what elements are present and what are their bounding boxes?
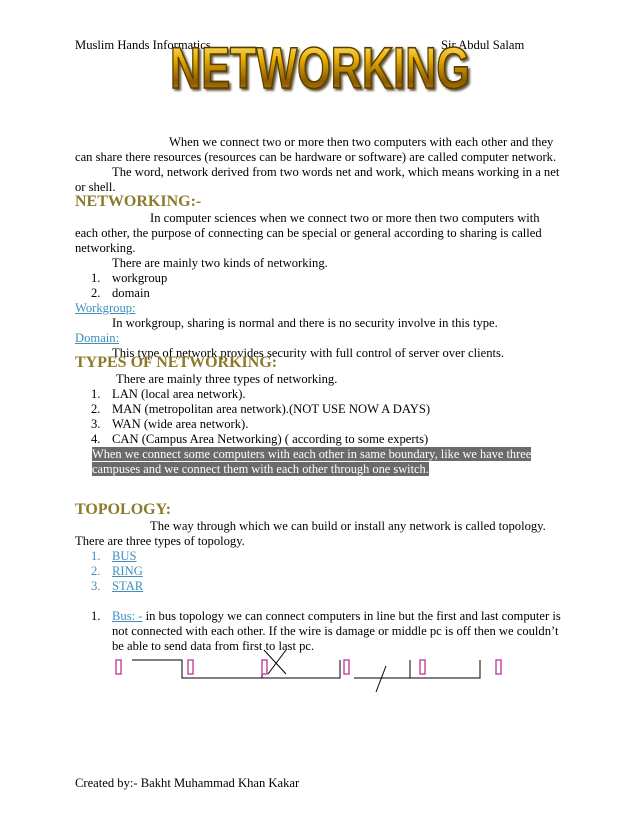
list-item[interactable] (75, 564, 561, 579)
list-item (75, 271, 561, 286)
list-number: 2. (91, 564, 101, 578)
domain-text: This type of network provides security with full control of server over clients. (112, 346, 505, 360)
pc-icon (420, 660, 425, 674)
list-item (75, 417, 565, 432)
list-number: 1. (91, 609, 101, 623)
list-label: LAN (local area network). (112, 387, 246, 401)
intro-paragraph-1-first: When we connect two or more then two computers with each other and they (169, 135, 554, 149)
intro-section (75, 135, 561, 195)
pc-icon (344, 660, 349, 674)
list-number: 1. (91, 387, 101, 401)
list-number: 2. (91, 402, 101, 416)
networking-paragraph-first: In computer sciences when we connect two or more then two computers with (150, 211, 540, 225)
list-number: 3. (91, 579, 101, 593)
bus-link[interactable]: Bus: - (112, 609, 143, 623)
types-intro: There are mainly three types of networking. (116, 372, 338, 386)
bus-wire-segment (132, 660, 262, 678)
intro-paragraph-2-rest: or shell. (75, 180, 116, 194)
pc-icon (188, 660, 193, 674)
wordart-title-text: NETWORKING (170, 36, 470, 98)
list-label: domain (112, 286, 150, 300)
networking-kinds-intro: There are mainly two kinds of networking. (112, 256, 328, 270)
topology-heading: TOPOLOGY: (75, 501, 172, 518)
topology-paragraph-first: The way through which we can build or install any network is called topology. (150, 519, 546, 533)
list-label: workgroup (112, 271, 168, 285)
topology-link-ring[interactable]: RING (112, 564, 143, 578)
header-left: Muslim Hands Informatics (75, 38, 211, 52)
list-label: WAN (wide area network). (112, 417, 249, 431)
bus-topology-diagram (110, 648, 510, 698)
list-item (75, 286, 561, 301)
intro-paragraph-1-rest: can share there resources (resources can be hardware or software) are called computer network. (75, 150, 557, 164)
list-item (75, 432, 565, 447)
highlighted-note (75, 447, 542, 477)
list-number: 1. (91, 549, 101, 563)
pc-icon (262, 660, 267, 674)
list-item[interactable] (75, 579, 561, 594)
networking-paragraph-rest: each other, the purpose of connecting can be special or general according to sharing is called networking. (75, 226, 542, 255)
topology-paragraph-rest: There are three types of topology. (75, 534, 245, 548)
pc-icon (496, 660, 501, 674)
workgroup-link[interactable]: Workgroup: (75, 301, 136, 315)
footer-credit: Created by:- Bakht Muhammad Khan Kakar (75, 776, 300, 790)
list-item (75, 402, 565, 417)
topology-link-star[interactable]: STAR (112, 579, 144, 593)
topology-list (75, 549, 561, 594)
workgroup-text: In workgroup, sharing is normal and there is no security involve in this type. (112, 316, 498, 330)
list-number: 2. (91, 286, 101, 300)
list-number: 3. (91, 417, 101, 431)
highlighted-line-2: campuses and we connect them with each other through one switch. (92, 462, 429, 476)
list-label: CAN (Campus Area Networking) ( according to some experts) (112, 432, 429, 446)
list-item[interactable] (75, 549, 561, 564)
types-heading: TYPES OF NETWORKING: (75, 354, 278, 371)
list-label: MAN (metropolitan area network).(NOT USE NOW A DAYS) (112, 402, 431, 416)
list-number: 4. (91, 432, 101, 446)
highlighted-line-1: When we connect some computers with each other in same boundary, like we have three (92, 447, 532, 461)
topology-link-bus[interactable]: BUS (112, 549, 137, 563)
header-right: Sir Abdul Salam (441, 38, 525, 52)
types-section (75, 354, 565, 477)
bus-description: in bus topology we can connect computers in line but the first and last computer is not connected with each other. If the wire is damage or middle pc is off then we couldn’t be able to send data from first to last pc. (112, 609, 561, 653)
wire-cut-mark (376, 666, 386, 692)
bus-wire-segment (262, 660, 340, 678)
networking-section (75, 193, 561, 361)
types-list (75, 387, 565, 447)
list-item (75, 387, 565, 402)
pc-icon (116, 660, 121, 674)
intro-paragraph-2-first: The word, network derived from two words net and work, which means working in a net (112, 165, 560, 179)
wordart-title (166, 30, 474, 98)
domain-link[interactable]: Domain: (75, 331, 120, 345)
topology-section (75, 501, 561, 654)
list-number: 1. (91, 271, 101, 285)
networking-heading: NETWORKING:- (75, 193, 202, 210)
networking-kinds-list (75, 271, 561, 301)
